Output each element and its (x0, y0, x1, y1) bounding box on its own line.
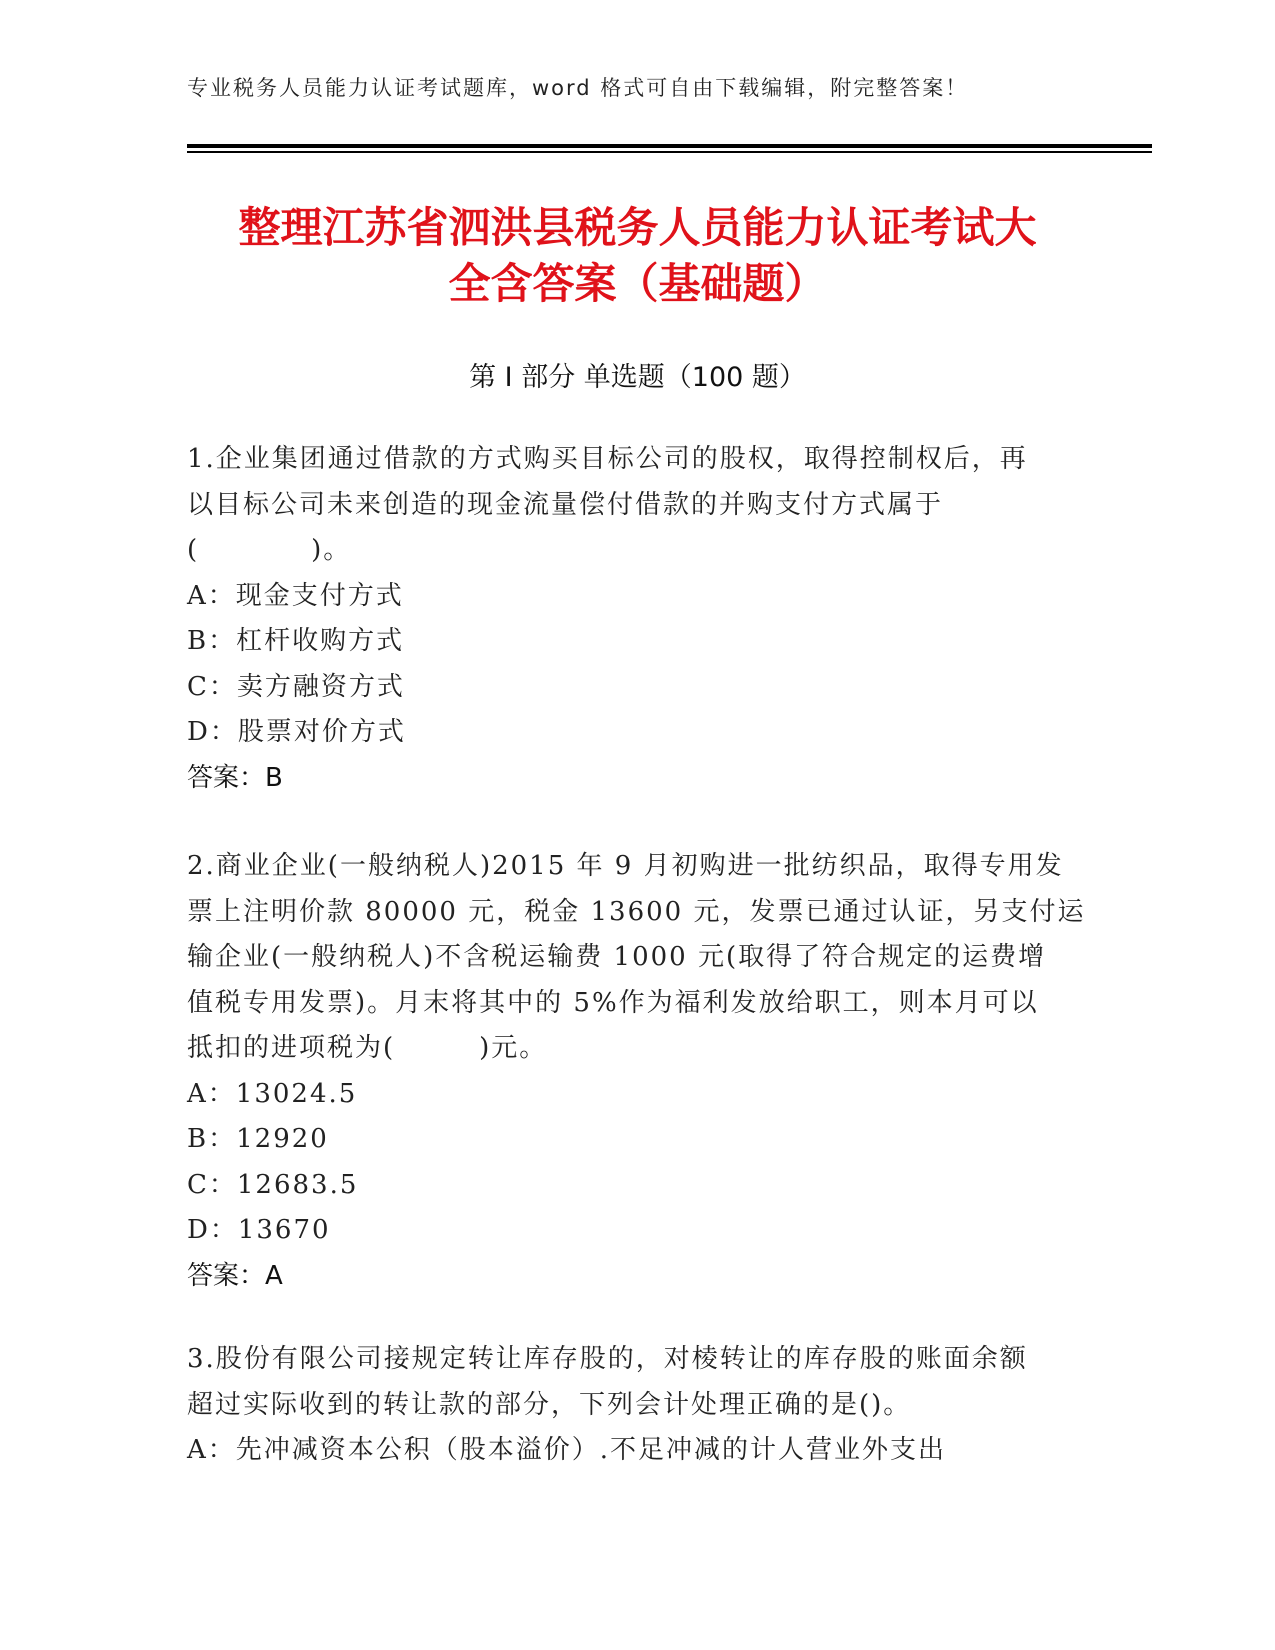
question-3 (187, 1337, 1067, 1474)
option-d: D：13670 (187, 1215, 331, 1245)
question-stem-line: 输企业(一般纳税人)不含税运输费 1000 元(取得了符合规定的运费增 (187, 942, 1047, 972)
document-title (150, 200, 1125, 312)
option-d: D：股票对价方式 (187, 717, 406, 747)
header-divider-thick (187, 144, 1152, 148)
section-title: 第 I 部分 单选题（100 题） (469, 362, 806, 393)
question-stem-line: 以目标公司未来创造的现金流量偿付借款的并购支付方式属于 (187, 489, 944, 520)
question-stem-line: 2.商业企业(一般纳税人)2015 年 9 月初购进一批纺织品，取得专用发 (187, 851, 1064, 881)
question-stem-line: 1.企业集团通过借款的方式购买目标公司的股权，取得控制权后，再 (187, 444, 1028, 474)
answer-line: 答案：A (187, 1260, 283, 1291)
option-b: B：12920 (187, 1124, 329, 1154)
question-stem-line: 值税专用发票)。月末将其中的 5%作为福利发放给职工，则本月可以 (187, 987, 1039, 1018)
option-a: A：13024.5 (187, 1078, 358, 1109)
header-divider-thin (187, 151, 1152, 153)
option-c: C：12683.5 (187, 1169, 359, 1200)
question-2 (187, 844, 1086, 1299)
question-stem-line: 超过实际收到的转让款的部分，下列会计处理正确的是()。 (187, 1389, 912, 1420)
question-stem-line: 票上注明价款 80000 元，税金 13600 元，发票已通过认证，另支付运 (187, 896, 1086, 927)
question-stem-line: 3.股份有限公司接规定转让库存股的，对棱转让的库存股的账面余额 (187, 1344, 1028, 1374)
header-note: 专业税务人员能力认证考试题库，word 格式可自由下载编辑，附完整答案！ (187, 76, 969, 100)
document-title-line-2: 全含答案（基础题） (448, 259, 827, 308)
option-a: A：先冲减资本公积（股本溢价）.不足冲减的计人营业外支出 (187, 1435, 947, 1465)
question-stem-line: 抵扣的进项税为( )元。 (187, 1033, 548, 1063)
option-a: A：现金支付方式 (187, 580, 404, 611)
question-stem-line: ( )。 (187, 535, 352, 565)
answer-line: 答案：B (187, 762, 283, 793)
document-title-line-1: 整理江苏省泗洪县税务人员能力认证考试大 (238, 203, 1037, 252)
option-b: B：杠杆收购方式 (187, 626, 405, 656)
question-1 (187, 437, 1067, 801)
option-c: C：卖方融资方式 (187, 671, 405, 702)
